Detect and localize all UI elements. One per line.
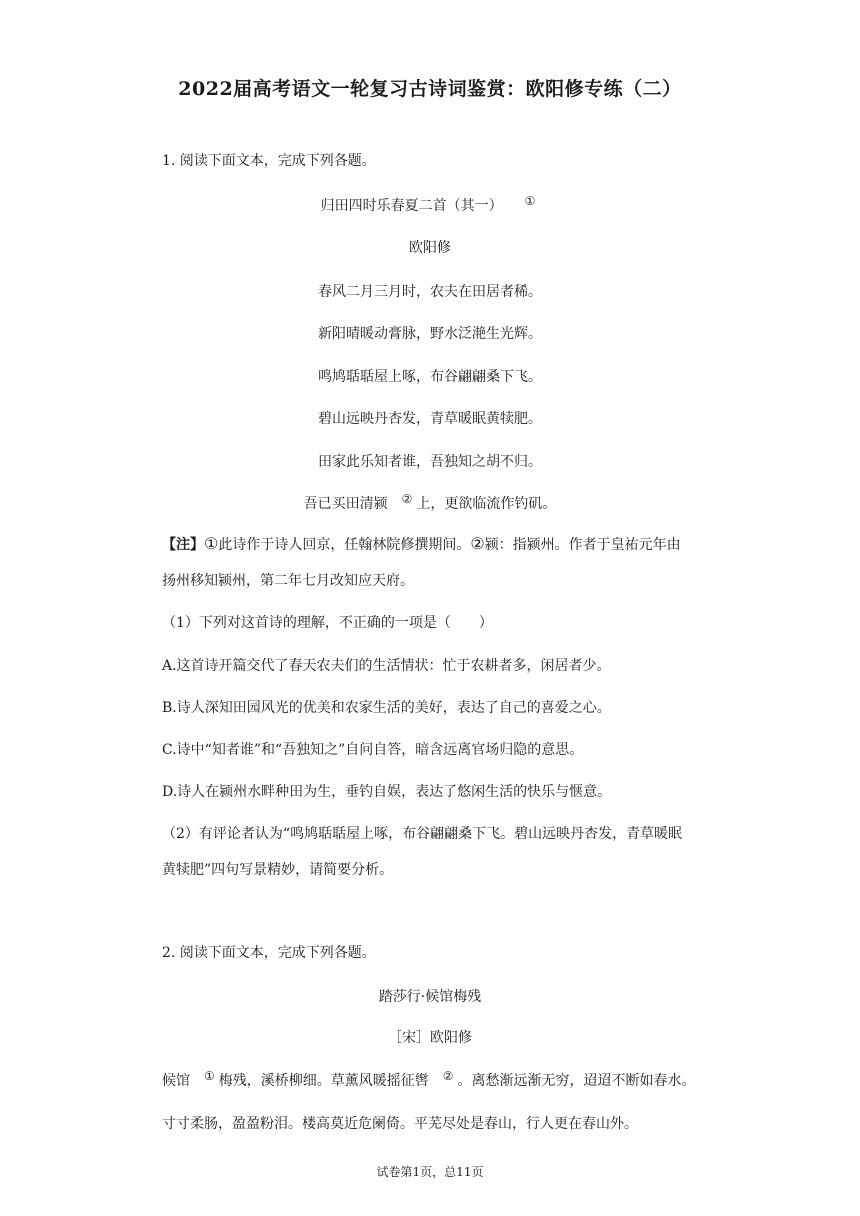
note-tag: 【注】 xyxy=(162,537,204,553)
poem-1-author: 欧阳修 xyxy=(409,240,451,256)
note-marker-1: ① xyxy=(204,534,219,553)
poem-2-line-2: 寸寸柔肠，盈盈粉泪。楼高莫近危阑倚。平芜尽处是春山，行人更在春山外。 xyxy=(162,1116,638,1132)
page-title: 2022届高考语文一轮复习古诗词鉴赏：欧阳修专练（二） xyxy=(178,78,682,100)
poem-1-line-6-a: 吾已买田清颍 xyxy=(303,496,388,512)
poem-1-title xyxy=(0,195,860,215)
poem-1-note xyxy=(162,534,681,554)
question-1-intro: 1. 阅读下面文本，完成下列各题。 xyxy=(162,153,376,169)
poem-1-line-4: 碧山远映丹杏发，青草暖眠黄犊肥。 xyxy=(318,411,542,427)
poem-2-line-1-b: 梅残，溪桥柳细。草薰风暖摇征辔 xyxy=(218,1073,429,1089)
poem-2-title: 踏莎行·候馆梅残 xyxy=(378,989,482,1005)
footnote-marker-1: ① xyxy=(524,194,536,208)
poem-2-author: ［宋］欧阳修 xyxy=(388,1030,472,1046)
poem-2-line-1 xyxy=(162,1070,696,1090)
poem-1-note-line-2: 扬州移知颍州，第二年七月改知应天府。 xyxy=(162,573,414,589)
poem-1-line-6-b: 上，更欲临流作钓矶。 xyxy=(416,496,557,512)
footnote-marker-3: ① xyxy=(204,1069,215,1083)
poem-2-line-1-c: 。离愁渐远渐无穷，迢迢不断如春水。 xyxy=(457,1073,696,1089)
sub-question-2: （2）有评论者认为“鸣鸠聒聒屋上啄，布谷翩翩桑下飞。碧山远映丹杏发，青草暖眠 xyxy=(162,826,683,842)
poem-1-title-text: 归田四时乐春夏二首（其一） xyxy=(320,198,503,214)
footnote-marker-2: ② xyxy=(401,492,413,506)
sub-question-2-line-2: 黄犊肥”四句写景精妙，请简要分析。 xyxy=(162,862,394,878)
poem-1-line-3: 鸣鸠聒聒屋上啄，布谷翩翩桑下飞。 xyxy=(318,369,542,385)
note-text-2: 颍：指颍州。作者于皇祐元年由 xyxy=(484,537,681,553)
page-footer: 试卷第1页，总11页 xyxy=(376,1165,484,1179)
question-2-intro: 2. 阅读下面文本，完成下列各题。 xyxy=(162,945,376,961)
poem-2-line-1-a: 候馆 xyxy=(162,1073,190,1089)
option-c: C.诗中“知者谁”和“吾独知之”自问自答，暗含远离官场归隐的意思。 xyxy=(162,742,584,758)
option-b: B.诗人深知田园风光的优美和农家生活的美好，表达了自己的喜爱之心。 xyxy=(162,700,611,716)
sub-question-1: （1）下列对这首诗的理解，不正确的一项是（ ） xyxy=(162,615,493,631)
poem-1-line-6 xyxy=(0,493,860,513)
poem-1-line-2: 新阳晴暖动膏脉，野水泛滟生光辉。 xyxy=(318,326,542,342)
poem-1-line-5: 田家此乐知者谁，吾独知之胡不归。 xyxy=(318,454,542,470)
note-text-1: 此诗作于诗人回京，任翰林院修撰期间。 xyxy=(218,537,471,553)
footnote-marker-4: ② xyxy=(442,1069,454,1083)
option-d: D.诗人在颍州水畔种田为生，垂钓自娱，表达了悠闲生活的快乐与惬意。 xyxy=(162,784,612,800)
poem-1-line-1: 春风二月三月时，农夫在田居者稀。 xyxy=(318,284,542,300)
option-a: A.这首诗开篇交代了春天农夫们的生活情状：忙于农耕者多，闲居者少。 xyxy=(162,658,611,674)
note-marker-2: ② xyxy=(470,534,485,553)
